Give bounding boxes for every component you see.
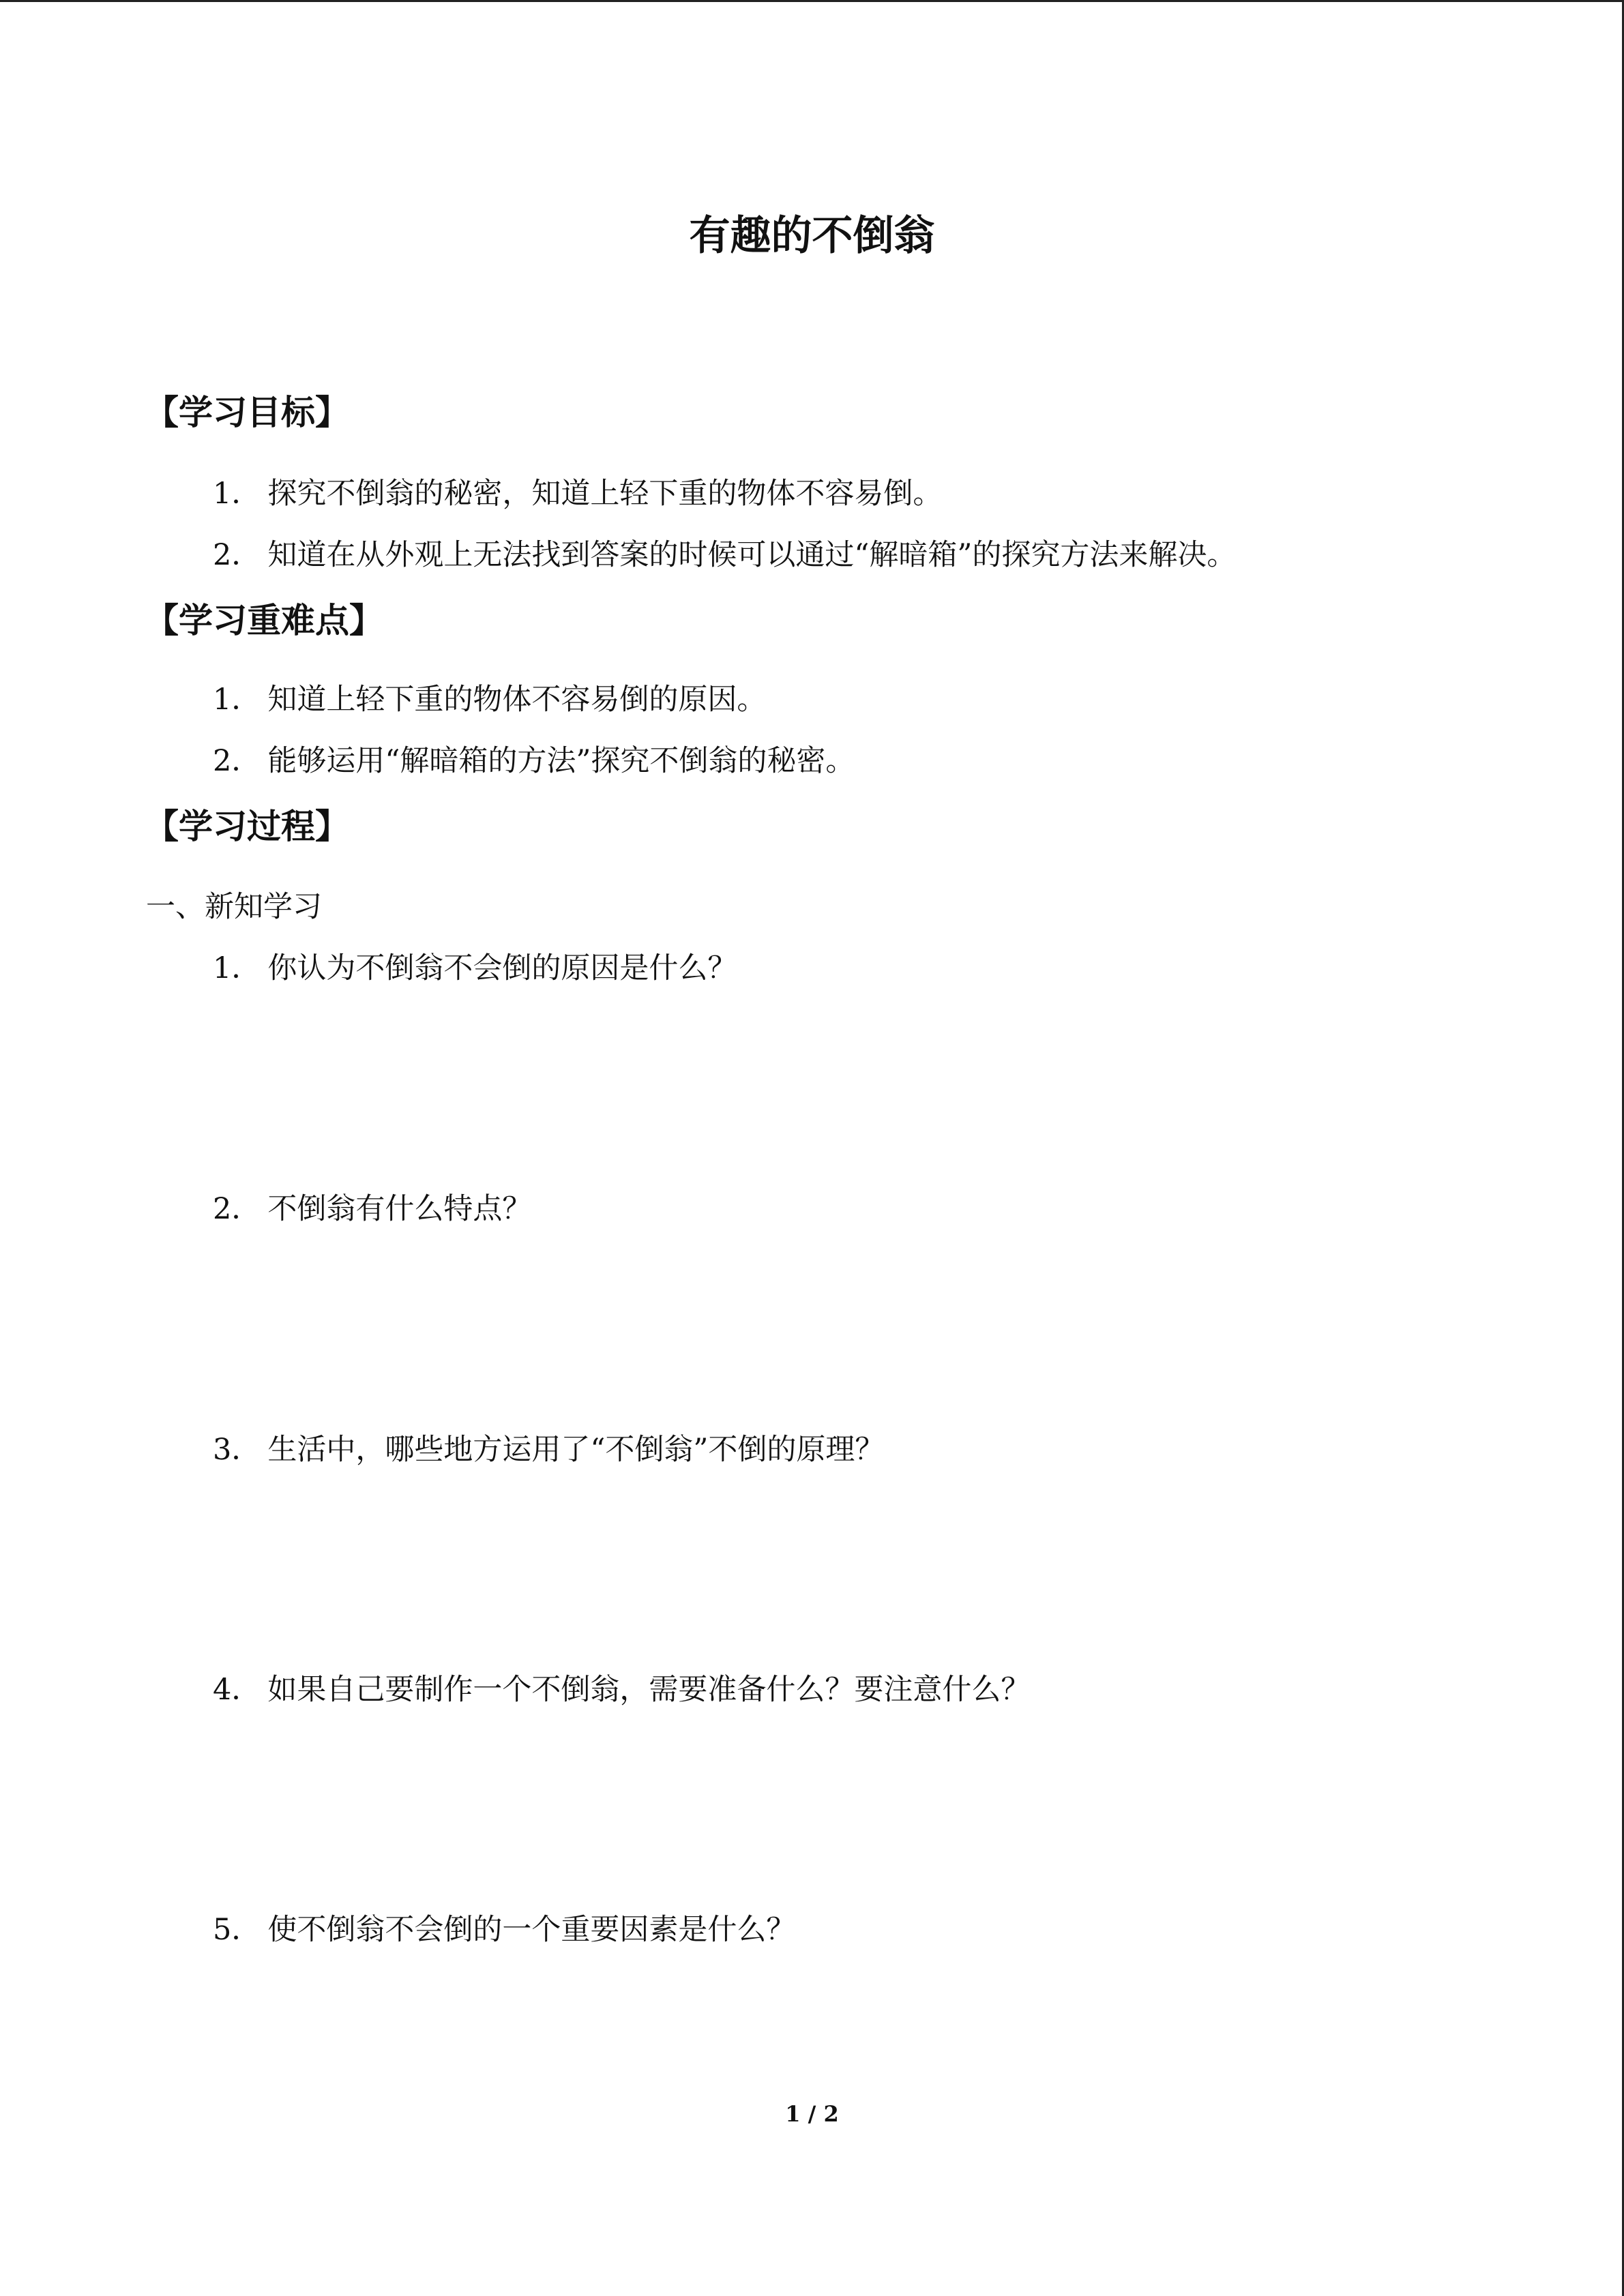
subsection-heading: 一、新知学习 xyxy=(146,890,322,924)
item-number: 1． xyxy=(213,477,261,511)
section-heading-key-points: 【学习重难点】 xyxy=(145,601,383,640)
item-number: 2． xyxy=(213,744,261,778)
section-heading-process: 【学习过程】 xyxy=(145,807,349,846)
item-text: 知道在从外观上无法找到答案的时候可以通过“解暗箱”的探究方法来解决。 xyxy=(267,538,1237,572)
item-text: 探究不倒翁的秘密，知道上轻下重的物体不容易倒。 xyxy=(267,477,943,511)
question-item xyxy=(213,1429,884,1470)
question-item xyxy=(213,1189,531,1229)
item-text: 知道上轻下重的物体不容易倒的原因。 xyxy=(267,683,767,717)
question-item xyxy=(213,948,737,989)
item-number: 3． xyxy=(213,1433,261,1467)
item-text: 生活中，哪些地方运用了“不倒翁”不倒的原理？ xyxy=(267,1433,885,1467)
question-item xyxy=(213,1669,1030,1710)
item-text: 使不倒翁不会倒的一个重要因素是什么？ xyxy=(267,1913,796,1947)
item-text: 不倒翁有什么特点？ xyxy=(267,1192,532,1226)
item-number: 4． xyxy=(213,1673,261,1707)
objective-item xyxy=(213,473,942,514)
item-text: 能够运用“解暗箱的方法”探究不倒翁的秘密。 xyxy=(267,744,855,778)
item-text: 如果自己要制作一个不倒翁，需要准备什么？要注意什么？ xyxy=(267,1673,1031,1707)
page-number: 1 / 2 xyxy=(785,2101,839,2127)
key-point-item xyxy=(213,679,766,720)
question-item xyxy=(213,1909,795,1950)
item-number: 2． xyxy=(213,1192,261,1226)
document-title: 有趣的不倒翁 xyxy=(689,212,935,260)
item-number: 1． xyxy=(213,951,261,985)
item-number: 2． xyxy=(213,538,261,572)
item-number: 1． xyxy=(213,683,261,717)
objective-item xyxy=(213,535,1236,576)
key-point-item xyxy=(213,741,855,781)
section-heading-objectives: 【学习目标】 xyxy=(145,393,349,432)
item-number: 5． xyxy=(213,1913,261,1947)
item-text: 你认为不倒翁不会倒的原因是什么？ xyxy=(267,951,737,985)
